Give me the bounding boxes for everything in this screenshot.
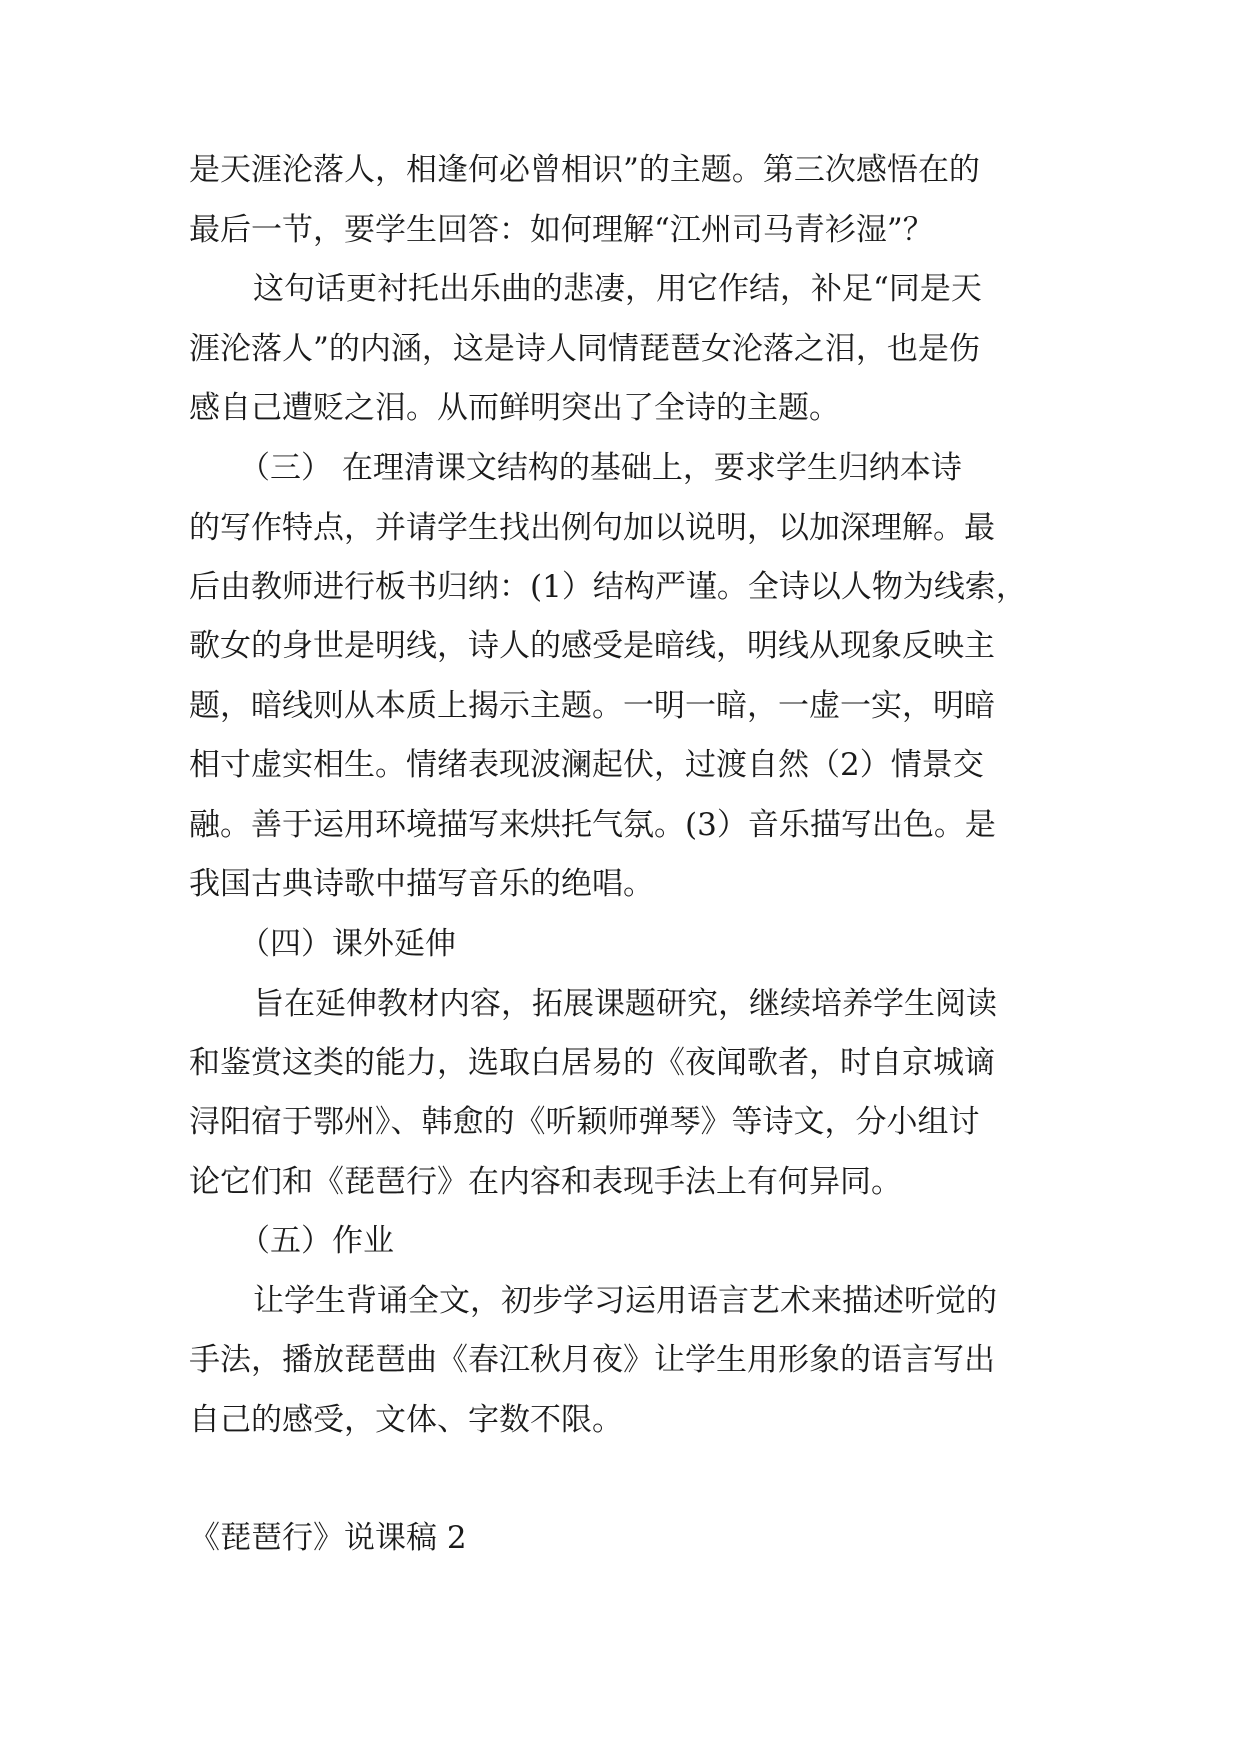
section-heading-four: （四）课外延伸 (239, 926, 456, 962)
text-line: 歌女的身世是明线，诗人的感受是暗线，明线从现象反映主 (189, 628, 995, 664)
text-line: 手法，播放琵琶曲《春江秋月夜》让学生用形象的语言写出 (189, 1342, 995, 1378)
text-line: 相寸虚实相生。情绪表现波澜起伏，过渡自然（2）情景交 (189, 747, 984, 783)
section-heading-three: （三） 在理清课文结构的基础上，要求学生归纳本诗 (239, 450, 962, 486)
section-heading-five: （五）作业 (239, 1223, 394, 1259)
text-line: 这句话更衬托出乐曲的悲凄，用它作结，补足“同是天 (253, 271, 982, 307)
text-line: 自己的感受，文体、字数不限。 (189, 1402, 623, 1438)
text-line: 最后一节，要学生回答：如何理解“江州司马青衫湿”？ (189, 212, 934, 248)
text-line: 融。善于运用环境描写来烘托气氛。(3）音乐描写出色。是 (189, 807, 996, 843)
text-line: 我国古典诗歌中描写音乐的绝唱。 (189, 866, 654, 902)
text-line: 的写作特点，并请学生找出例句加以说明，以加深理解。最 (189, 510, 995, 546)
document-title-next: 《琵琶行》说课稿 2 (189, 1520, 467, 1556)
text-line: 后由教师进行板书归纳：(1）结构严谨。全诗以人物为线索， (189, 569, 1027, 605)
text-line: 题，暗线则从本质上揭示主题。一明一暗，一虚一实，明暗 (189, 688, 995, 724)
text-line: 论它们和《琵琶行》在内容和表现手法上有何异同。 (189, 1164, 902, 1200)
text-line: 是天涯沦落人，相逢何必曾相识”的主题。第三次感悟在的 (189, 152, 980, 188)
text-line: 浔阳宿于鄂州》、韩愈的《听颖师弹琴》等诗文，分小组讨 (189, 1104, 980, 1140)
text-line: 感自己遭贬之泪。从而鲜明突出了全诗的主题。 (189, 390, 840, 426)
text-line: 让学生背诵全文，初步学习运用语言艺术来描述听觉的 (253, 1283, 997, 1319)
text-line: 和鉴赏这类的能力，选取白居易的《夜闻歌者，时自京城谪 (189, 1045, 995, 1081)
text-line: 旨在延伸教材内容，拓展课题研究，继续培养学生阅读 (253, 986, 997, 1022)
text-line: 涯沦落人”的内涵，这是诗人同情琵琶女沦落之泪，也是伤 (189, 331, 980, 367)
